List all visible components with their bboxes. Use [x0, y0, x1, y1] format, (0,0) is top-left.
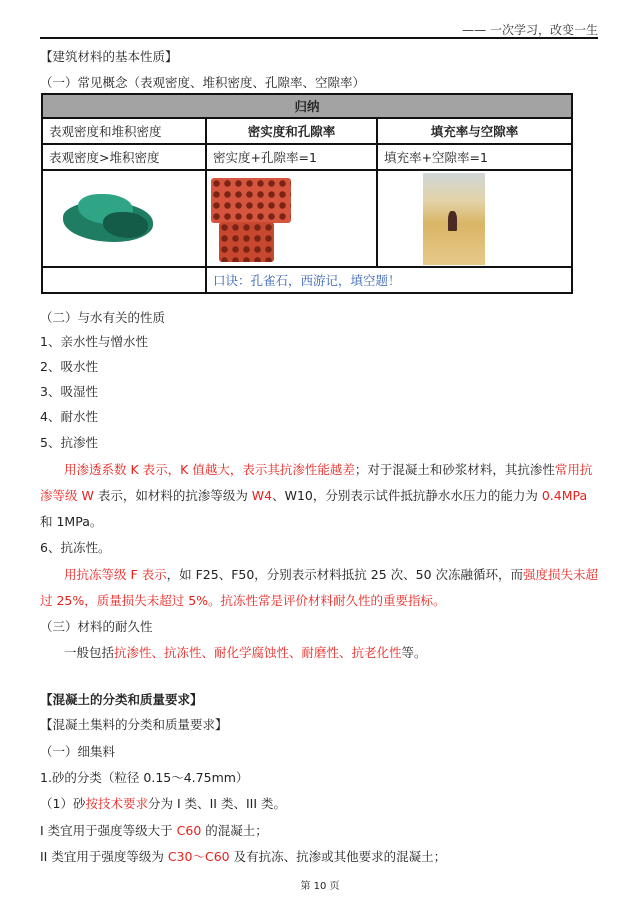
text-segment: 等。	[401, 645, 427, 660]
section-title: 【混凝土的分类和质量要求】	[40, 692, 203, 707]
highlighted-text: 过 25%，质量损失未超过 5%。抗冻性常是评价材料耐久性的重要指标。	[40, 593, 446, 608]
brick-image	[211, 174, 301, 264]
summary-table	[41, 93, 573, 294]
table-header: 归纳	[42, 94, 572, 118]
subsection-heading: （三）材料的耐久性	[40, 619, 153, 634]
text-segment: 及有抗冻、抗渗或其他要求的混凝土；	[229, 849, 447, 864]
text-segment: ；对于混凝土和砂浆材料，其抗渗性	[354, 462, 555, 477]
paragraph-line	[40, 795, 286, 813]
mnemonic-text: 口诀：孔雀石，西游记，填空题！	[206, 267, 572, 293]
paragraph-line	[40, 513, 102, 531]
desert-image-cell	[377, 170, 572, 267]
highlighted-text: 抗渗性、抗冻性、耐化学腐蚀性、耐磨性、抗老化性	[114, 645, 402, 660]
highlighted-text: 按技术要求	[85, 796, 148, 811]
header-motto: —— 一次学习，改变一生	[462, 23, 598, 37]
page-header	[40, 20, 598, 39]
text-segment: 的混凝土；	[201, 823, 268, 838]
desert-image	[423, 173, 485, 265]
paragraph-line	[40, 848, 446, 866]
text-segment: 和 1MPa。	[40, 514, 103, 529]
col-title: 表观密度和堆积密度	[42, 118, 206, 144]
formula-cell: 填充率+空隙率=1	[377, 144, 572, 170]
malachite-image	[63, 194, 158, 244]
list-item: 4、耐水性	[40, 409, 98, 424]
col-title: 密实度和孔隙率	[206, 118, 377, 144]
section-title: 【建筑材料的基本性质】	[40, 49, 178, 64]
highlighted-text: 常用抗	[554, 462, 593, 477]
formula-cell: 密实度+孔隙率=1	[206, 144, 377, 170]
text-segment: ，如 F25、F50，分别表示材料抵抗 25 次、50 次冻融循环，而	[166, 567, 524, 582]
formula-cell: 表观密度>堆积密度	[42, 144, 206, 170]
highlighted-text: C30～C60	[167, 849, 230, 864]
text-segment: （1）砂	[40, 796, 86, 811]
text-segment: 分为 I 类、II 类、III 类。	[147, 796, 286, 811]
list-item: 6、抗冻性。	[40, 540, 111, 555]
list-item: 3、吸湿性	[40, 384, 98, 399]
page-number: 第 10 页	[300, 881, 340, 892]
paragraph-line	[64, 461, 592, 479]
paragraph-line	[64, 644, 427, 662]
text-segment: II 类宜用于强度等级为	[40, 849, 168, 864]
paragraph-line	[64, 566, 598, 584]
text-segment: 一般包括	[64, 645, 115, 660]
col-title: 填充率与空隙率	[377, 118, 572, 144]
paragraph-line	[40, 592, 446, 610]
paragraph-line	[40, 822, 268, 840]
highlighted-text: 用抗冻等级 F 表示	[64, 567, 167, 582]
text-segment: 、W10，分别表示试件抵抗静水水压力的能力为	[272, 488, 542, 503]
paragraph-line	[40, 487, 587, 505]
section-subtitle: 【混凝土集料的分类和质量要求】	[40, 717, 228, 732]
highlighted-text: 渗等级 W	[40, 488, 94, 503]
highlighted-text: C60	[176, 823, 202, 838]
list-item: 2、吸水性	[40, 359, 98, 374]
list-item: 5、抗渗性	[40, 435, 98, 450]
subsection-heading: （一）细集料	[40, 744, 116, 759]
highlighted-text: W4	[251, 488, 273, 503]
malachite-image-cell	[42, 170, 206, 267]
highlighted-text: 强度损失未超	[523, 567, 599, 582]
subsection-heading: （二）与水有关的性质	[40, 310, 166, 325]
subsection-heading: （一）常见概念（表观密度、堆积密度、孔隙率、空隙率）	[40, 75, 366, 90]
brick-image-cell	[206, 170, 377, 267]
paragraph-line: 1.砂的分类（粒径 0.15～4.75mm）	[40, 770, 249, 785]
text-segment: 表示，如材料的抗渗等级为	[93, 488, 252, 503]
highlighted-text: 0.4MPa	[541, 488, 588, 503]
highlighted-text: 用渗透系数 K 表示，K 值越大，表示其抗渗性能越差	[64, 462, 355, 477]
text-segment: I 类宜用于强度等级大于	[40, 823, 177, 838]
list-item: 1、亲水性与憎水性	[40, 334, 148, 349]
